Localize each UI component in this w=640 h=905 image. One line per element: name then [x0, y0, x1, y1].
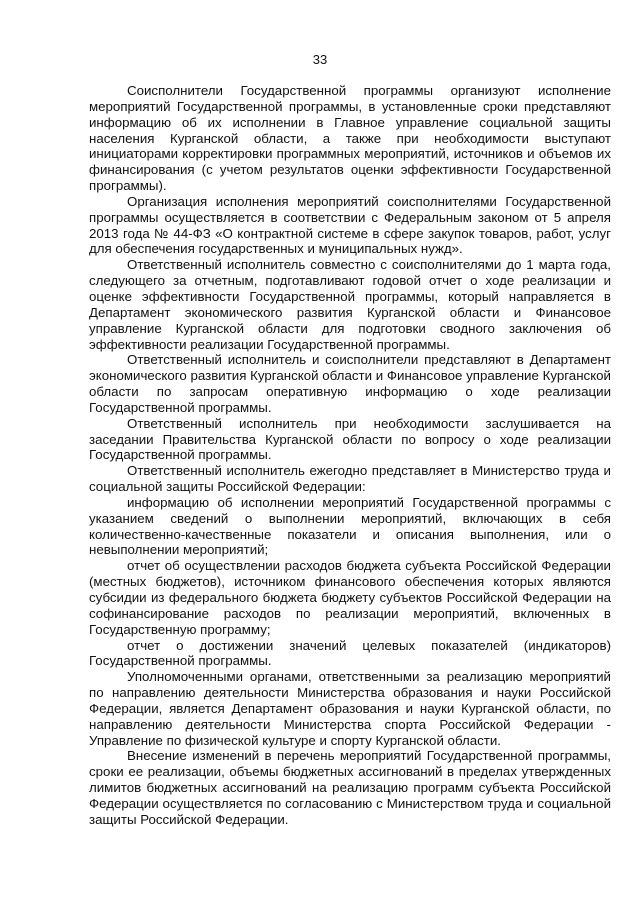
paragraph-indicators-report: отчет о достижении значений целевых показателей (индикаторов) Государственной программы. [89, 637, 611, 669]
paragraph-amendments: Внесение изменений в перечень мероприятий Государственной программы, сроки ее реализации, объемы бюджетных ассигнований в пределах утвержденных лимитов бюджетных ассигнований на реализацию программ субъекта Российской Федерации осуществляется по согласованию с Министерством труда и социальной защиты Российской Федерации. [89, 748, 611, 827]
paragraph-ministry-submission: Ответственный исполнитель ежегодно представляет в Министерство труда и социальной защиты Российской Федерации: [89, 463, 611, 495]
page-number: 33 [312, 52, 328, 67]
paragraph-expenditure-report: отчет об осуществлении расходов бюджета субъекта Российской Федерации (местных бюджетов), источником финансового обеспечения которых являются субсидии из федерального бюджета бюджету субъектов Российской Федерации на софинансирование расходов по реализации мероприятий, включенных в Государственную программу; [89, 558, 611, 637]
paragraph-operational-information: Ответственный исполнитель и соисполнители представляют в Департамент экономического развития Курганской области и Финансовое управление Курганской области по запросам оперативную информацию о ходе реализации Государственной программы. [89, 352, 611, 415]
paragraph-coexecutors-organize: Соисполнители Государственной программы организуют исполнение мероприятий Государственной программы, в установленные сроки представляют информацию об их исполнении в Главное управление социальной защиты населения Курганской области, а также при необходимости выступают инициаторами корректировки программных мероприятий, источников и объемов их финансирования (с учетом результатов оценки эффективности Государственной программы). [89, 83, 611, 194]
paragraph-annual-report: Ответственный исполнитель совместно с соисполнителями до 1 марта года, следующего за отчетным, подготавливают годовой отчет о ходе реализации и оценке эффективности Государственной программы, который направляется в Департамент экономического развития Курганской области и Финансовое управление Курганской области для подготовки сводного заключения об эффективности реализации Государственной программы. [89, 257, 611, 352]
paragraph-execution-information: информацию об исполнении мероприятий Государственной программы с указанием сведений о выполнении мероприятий, включающих в себя количественно-качественные показатели и описания выполнения, или о невыполнении мероприятий; [89, 494, 611, 558]
document-body [89, 83, 611, 828]
paragraph-authorized-bodies: Уполномоченными органами, ответственными за реализацию мероприятий по направлению деятельности Министерства образования и науки Российской Федерации, является Департамент образования и науки Курганской области, по направлению деятельности Министерства спорта Российской Федерации - Управление по физической культуре и спорту Курганской области. [89, 669, 611, 748]
paragraph-organization-of-execution: Организация исполнения мероприятий соисполнителями Государственной программы осуществляется в соответствии с Федеральным законом от 5 апреля 2013 года № 44-ФЗ «О контрактной системе в сфере закупок товаров, работ, услуг для обеспечения государственных и муниципальных нужд». [89, 193, 611, 257]
paragraph-government-hearing: Ответственный исполнитель при необходимости заслушивается на заседании Правительства Курганской области по вопросу о ходе реализации Государственной программы. [89, 415, 611, 463]
